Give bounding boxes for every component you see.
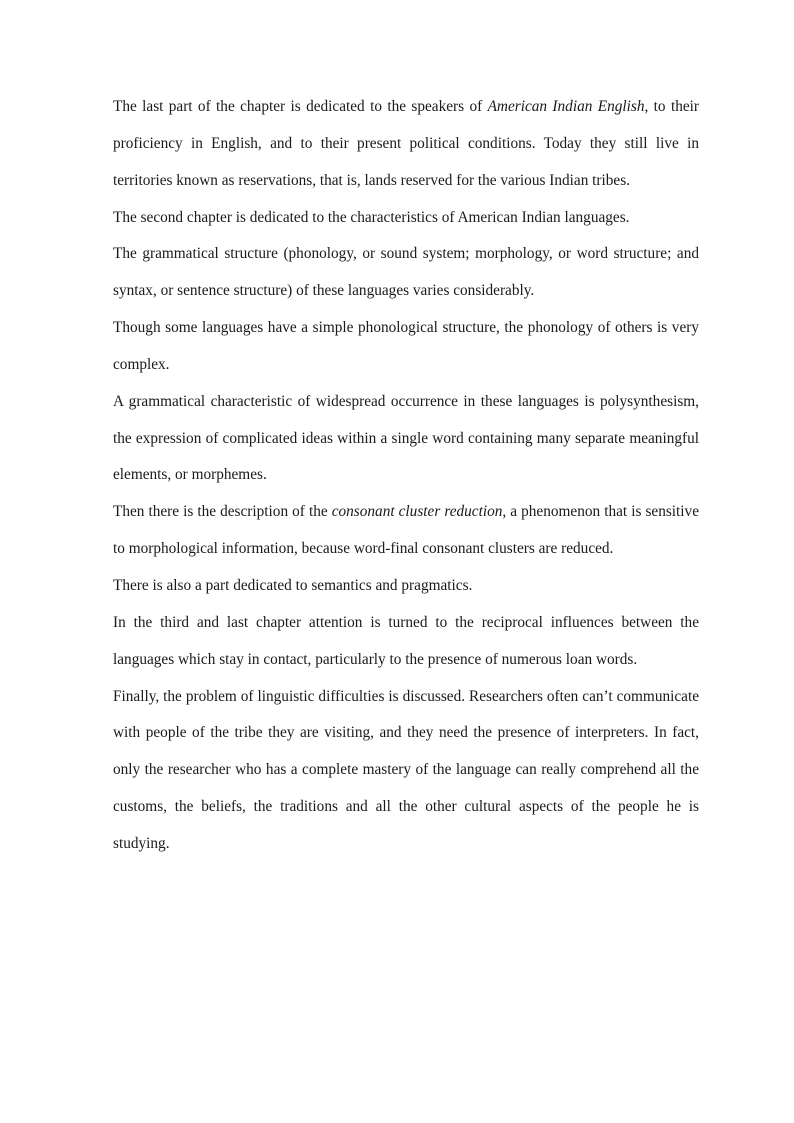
paragraph-text: The grammatical structure (phonology, or sound system; morphology, or word structure; and syntax, or sentence structure) of these languages varies considerably. [113, 245, 699, 300]
paragraph-text: A grammatical characteristic of widespread occurrence in these languages is polysynthesism, the expression of complicated ideas within a single word containing many separate meaningful elements, or morphemes. [113, 392, 699, 484]
paragraph-consonant-cluster-reduction [113, 494, 699, 568]
paragraph-american-indian-english-speakers [113, 89, 699, 200]
paragraph-text: There is also a part dedicated to semantics and pragmatics. [113, 576, 473, 594]
document-body [113, 89, 699, 863]
paragraph-polysynthesism [113, 384, 699, 495]
paragraph-grammatical-structure [113, 236, 699, 310]
paragraph-text: The last part of the chapter is dedicated to the speakers of [113, 98, 488, 115]
paragraph-text: Though some languages have a simple phonological structure, the phonology of others is very complex. [113, 319, 699, 373]
paragraph-second-chapter [113, 200, 699, 237]
paragraph-text: The second chapter is dedicated to the characteristics of American Indian languages. [113, 208, 630, 226]
paragraph-third-chapter [113, 605, 699, 679]
paragraph-phonological-structure [113, 310, 699, 384]
paragraph-text: Then there is the description of the [113, 503, 332, 521]
italic-term-american-indian-english: American Indian English [487, 98, 645, 115]
paragraph-text: , a phenomenon that is sensitive to morphological information, because word-final consonant clusters are reduced. [113, 503, 699, 558]
paragraph-text: , to their proficiency in English, and to their present political conditions. Today they still live in territories known as reservations, that is, lands reserved for the various Indian tribes. [113, 98, 699, 189]
italic-term-consonant-cluster-reduction: consonant cluster reduction [331, 503, 503, 521]
paragraph-text: Finally, the problem of linguistic difficulties is discussed. Researchers often can’t communicate with people of the tribe they are visiting, and they need the presence of interpreters. In fact, only the researcher who has a complete mastery of the language can really comprehend all the customs, the beliefs, the traditions and all the other cultural aspects of the people he is studying. [113, 687, 699, 852]
paragraph-linguistic-difficulties [113, 679, 699, 863]
paragraph-semantics-pragmatics [113, 568, 699, 605]
paragraph-text: In the third and last chapter attention is turned to the reciprocal influences between the languages which stay in contact, particularly to the presence of numerous loan words. [113, 613, 699, 668]
